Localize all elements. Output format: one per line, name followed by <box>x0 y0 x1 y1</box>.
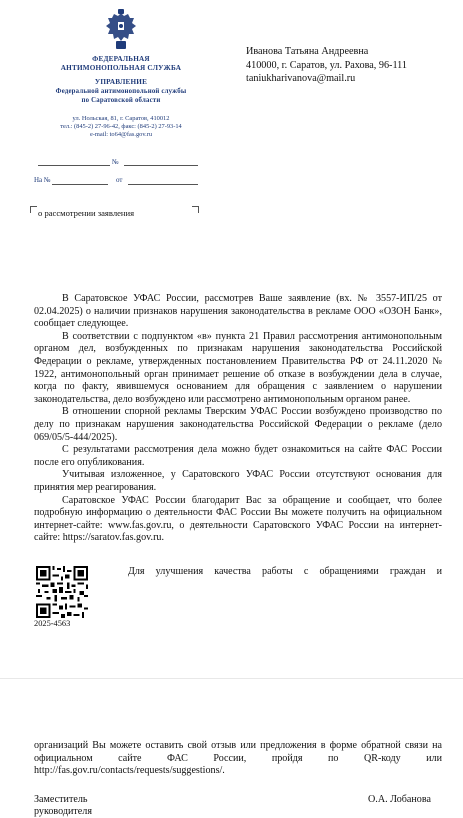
paragraph-4: С результатами рассмотрения дела можно будет ознакомиться на сайте ФАС России после его опубликования. <box>34 444 442 468</box>
paragraph-6: Саратовское УФАС России благодарит Вас за обращение и сообщает, что более подробную информацию о деятельности ФАС России Вы можете получить на официальном интернет-сайте: www.fas.gov.ru, о деятельности Саратовского УФАС России на интернет-сайте: https://saratov.fas.gov.ru. <box>34 494 442 544</box>
address-line: ул. Нольская, 81, г. Саратов, 410012 <box>72 115 170 122</box>
paragraph-3: В отношении спорной рекламы Тверским УФАС России возбуждено производство по делу по признакам нарушения законодательства Российской Федерации о рекламе (дело 069/05/5-444/2025). <box>34 406 442 443</box>
department-line2: Федеральной антимонопольной службы <box>55 88 187 95</box>
incoming-number-line <box>52 184 108 185</box>
phone-line: тел.: (845-2) 27-96-42, факс: (845-2) 27-93-14 <box>60 123 182 130</box>
page-break-divider <box>0 678 463 679</box>
signatory-title-line1: Заместитель <box>34 794 88 805</box>
outgoing-number-sign: № <box>112 158 119 166</box>
contacts-block <box>2 115 240 139</box>
coat-of-arms-icon <box>104 9 138 51</box>
signatory-title <box>34 794 92 818</box>
department-line3: по Саратовской области <box>81 97 161 104</box>
recipient-block <box>246 45 407 86</box>
incoming-date-line <box>128 184 198 185</box>
subject-bracket-right <box>192 206 199 213</box>
signatory-title-line2: руководителя <box>34 806 92 817</box>
recipient-email: taniukharivanova@mail.ru <box>246 73 356 84</box>
incoming-number-label: На № <box>34 176 51 184</box>
department-block <box>2 78 240 105</box>
qr-code-icon[interactable] <box>36 566 88 618</box>
agency-name <box>2 55 240 73</box>
subject-line: о рассмотрении заявления <box>38 208 135 218</box>
paragraph-5: Учитывая изложенное, у Саратовского УФАС России отсутствуют основания для принятия мер реагирования. <box>34 469 442 493</box>
department-line1: УПРАВЛЕНИЕ <box>94 78 148 86</box>
incoming-date-label: от <box>116 176 123 184</box>
agency-name-line1: ФЕДЕРАЛЬНАЯ <box>92 55 150 63</box>
agency-name-line2: АНТИМОНОПОЛЬНАЯ СЛУЖБА <box>60 64 182 72</box>
registration-number: 2025-4563 <box>34 619 71 628</box>
paragraph-2: В соответствии с подпунктом «в» пункта 21 Правил рассмотрения антимонопольным органом дел, возбужденных по признакам нарушения законодательства Российской Федерации о рекламе, утвержденных постановлением Правительства РФ от 24.11.2020 № 1922, антимонопольный орган принимает решение об отказе в возбуждении дела в случае, когда по факту, явившемуся основанием для обращения с заявлением о нарушении законодательства, дело возбуждено или рассмотрено антимонопольным органом ранее. <box>34 330 442 405</box>
outgoing-number-line <box>38 165 110 166</box>
email-line: e-mail: to64@fas.gov.ru <box>89 131 153 138</box>
recipient-name: Иванова Татьяна Андреевна <box>246 46 369 57</box>
subject-bracket-left <box>30 206 37 213</box>
recipient-address: 410000, г. Саратов, ул. Рахова, 96-111 <box>246 59 407 71</box>
paragraph-7-continuation: организаций Вы можете оставить свой отзыв или предложения в форме обратной связи на официальном сайте ФАС России, пройдя по QR-коду или http://fas.gov.ru/contacts/requests/suggestions/. <box>34 740 442 777</box>
paragraph-1: В Саратовское УФАС России, рассмотрев Ваше заявление (вх. № 3557-ИП/25 от 02.04.2025) о наличии признаков нарушения законодательства в рекламе ООО «ОЗОН Банк», сообщает следующее. <box>34 293 442 330</box>
letter-body <box>34 293 442 545</box>
paragraph-7-start: Для улучшения качества работы с обращениями граждан и <box>128 566 442 577</box>
signatory-name: О.А. Лобанова <box>368 794 431 805</box>
outgoing-date-line <box>124 165 198 166</box>
